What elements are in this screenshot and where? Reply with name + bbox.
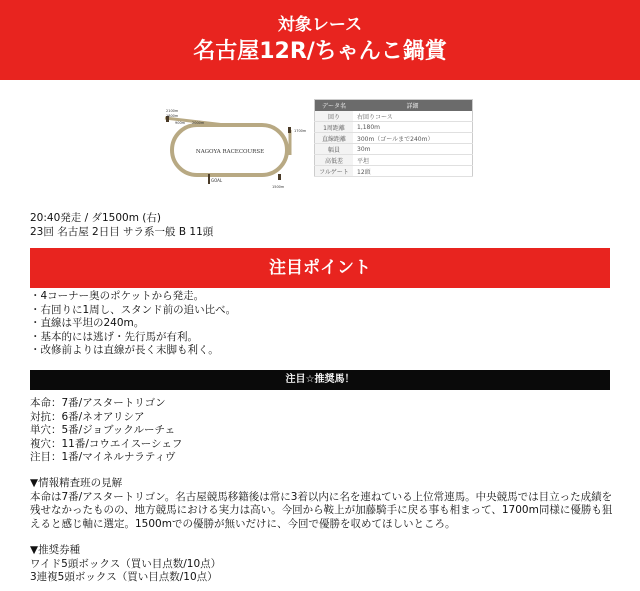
- analysis-section: [30, 477, 615, 531]
- track-map: [150, 100, 305, 195]
- race-info-line: 20:40発走 / ダ1500m (右): [30, 212, 161, 224]
- row-key: フルゲート: [315, 166, 354, 177]
- tickets-section: [30, 544, 221, 585]
- dist-label: 2100m: [166, 109, 179, 113]
- race-info: [30, 211, 213, 239]
- col-header: データ名: [315, 100, 354, 112]
- pick-item: 単穴：5番/ジョブックルーチェ: [30, 424, 176, 436]
- analysis-heading: ▼情報精査班の見解: [30, 477, 123, 489]
- dist-label: 1700m: [294, 129, 307, 133]
- pick-item: 複穴：11番/コウエイスーシェフ: [30, 437, 183, 450]
- row-key: 高低差: [315, 155, 354, 166]
- points-list: [30, 290, 236, 358]
- table-row: [315, 122, 473, 133]
- row-key: 回り: [315, 111, 354, 122]
- pick-item: 本命：7番/アスタートリゴン: [30, 397, 166, 409]
- pick-item: 対抗：6番/ネオアリシア: [30, 410, 145, 423]
- row-key: 幅員: [315, 144, 354, 155]
- header-label: 対象レース: [277, 15, 363, 35]
- goal-label: GOAL: [211, 178, 223, 183]
- row-value: 300m（ゴールまで240m）: [353, 133, 473, 144]
- table-row: [315, 111, 473, 122]
- list-item: ・基本的には逃げ・先行馬が有利。: [30, 330, 198, 343]
- pick-item: 注目：1番/マイネルナラティヴ: [30, 451, 176, 463]
- list-item: ・右回りに1周し、スタンド前の追い比べ。: [30, 303, 237, 316]
- table-header-row: [315, 100, 473, 112]
- ticket-item: ワイド5頭ボックス（買い目点数/10点）: [30, 557, 222, 570]
- points-banner: 注目ポイント: [30, 248, 610, 288]
- table-row: [315, 144, 473, 155]
- tickets-heading: ▼推奨券種: [30, 544, 81, 556]
- course-spec-table: [314, 99, 473, 177]
- dist-label: 2000m: [192, 121, 205, 125]
- row-key: 1周距離: [315, 122, 354, 133]
- row-value: 右回りコース: [353, 111, 473, 122]
- table-row: [315, 155, 473, 166]
- ticket-item: 3連複5頭ボックス（買い目点数/10点）: [30, 571, 218, 583]
- dist-label: 1500m: [272, 185, 285, 189]
- row-value: 30m: [353, 144, 473, 155]
- dist-label: 900m: [175, 121, 186, 125]
- start-marker-1700: [288, 127, 291, 133]
- course-name: NAGOYA RACECOURSE: [195, 149, 265, 155]
- row-value: 1,180m: [353, 122, 473, 133]
- list-item: ・改修前よりは直線が長く末脚も利く。: [30, 344, 219, 356]
- row-value: 平坦: [353, 155, 473, 166]
- table-row: [315, 166, 473, 177]
- row-key: 直線距離: [315, 133, 354, 144]
- analysis-body: 本命は7番/アスタートリゴン。名古屋競馬移籍後は常に3着以内に名を連ねている上位常連馬。中央競馬では目立った成績を残せなかったものの、地方競馬における実力は高い。今回から鞍上が加藤騎手に戻る事も相まって、1700m同様に優勝も狙えると感じ軸に選定。1500mでの優勝が無いだけに、今回で優勝を収めてほしいところ。: [30, 490, 613, 530]
- table-row: [315, 133, 473, 144]
- start-marker-1500: [278, 174, 281, 180]
- goal-post: [208, 174, 210, 184]
- picks-list: [30, 397, 182, 465]
- recommend-banner: 注目☆推奨馬！: [30, 370, 610, 390]
- list-item: ・4コーナー奥のポケットから発走。: [30, 290, 205, 302]
- list-item: ・直線は平坦の240m。: [30, 317, 145, 329]
- race-info-line: 23回 名古屋 2日目 サラ系一般 B 11頭: [30, 226, 214, 238]
- race-title: 名古屋12R/ちゃんこ鍋賞: [193, 39, 447, 64]
- row-value: 12頭: [353, 166, 473, 177]
- dist-label: 1800m: [166, 114, 179, 118]
- race-header: [0, 0, 640, 80]
- col-header: 詳細: [353, 100, 473, 112]
